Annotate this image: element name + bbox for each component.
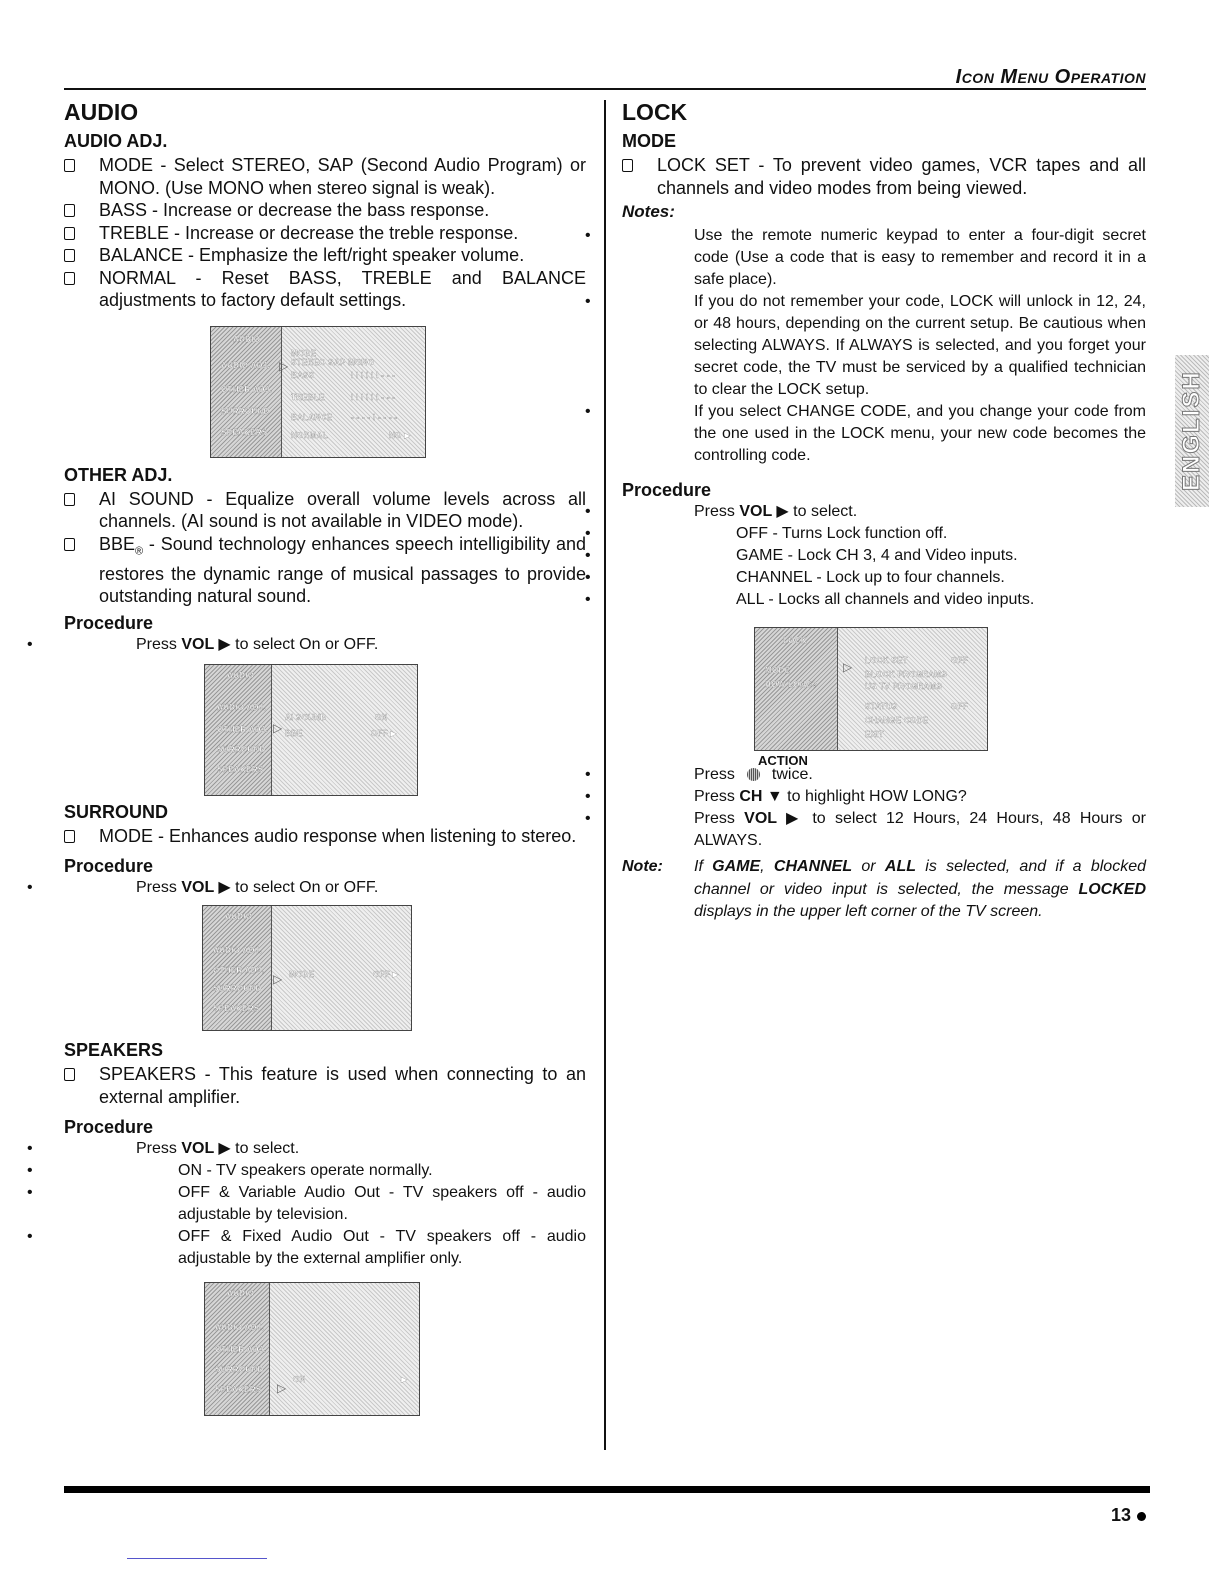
page-number: 13 [1111, 1505, 1146, 1526]
procedure-title: Procedure [64, 1117, 154, 1138]
speakers-title: SPEAKERS [64, 1040, 164, 1061]
procedure-title: Procedure [64, 612, 154, 633]
lock-mode-title: MODE [622, 131, 676, 151]
language-tab: ENGLISH [1175, 355, 1209, 507]
procedure-sub-item: • OFF - Turns Lock function off. [622, 523, 1146, 545]
checkbox-icon [64, 830, 75, 843]
list-item: MODE - Enhances audio response when listening to stereo. [64, 825, 586, 848]
procedure-sub-item: • OFF & Fixed Audio Out - TV speakers off - audio adjustable by the external amplifier only. [64, 1226, 586, 1270]
bullet-icon [1137, 1512, 1146, 1521]
checkbox-icon [64, 249, 75, 262]
checkbox-icon [64, 159, 75, 172]
other-adj-list [64, 488, 586, 608]
surround-menu-wrap [64, 905, 586, 1039]
note-item: • Use the remote numeric keypad to enter a four-digit secret code (Use a code that is easy to remember and record it in a safe place). [622, 225, 1146, 291]
list-item: AI SOUND - Equalize overall volume levels across all channels. (AI sound is not available in VIDEO mode). [64, 488, 586, 533]
audio-adj-list [64, 154, 586, 312]
checkbox-icon [64, 227, 75, 240]
lock-menu-wrap [622, 627, 1146, 761]
note-item: • If you do not remember your code, LOCK will unlock in 12, 24, or 48 hours, depending on the current setup. Be cautious when selecting ALWAYS. If ALWAYS is selected, and you forget your secret code, the TV must be serviced by a qualified technician to clear the LOCK setup. [622, 291, 1146, 401]
list-item: LOCK SET - To prevent video games, VCR tapes and all channels and video modes from being viewed. [622, 154, 1146, 199]
lock-mode-list [622, 154, 1146, 199]
speakers-menu-wrap [64, 1282, 586, 1422]
procedure-step: • Press VOL ▶ to select. [64, 1138, 586, 1160]
surround-list [64, 825, 586, 848]
footer-rule [64, 1486, 1150, 1493]
procedure-step: • Press CH ▼ to highlight HOW LONG? [622, 786, 1146, 808]
list-item: BASS - Increase or decrease the bass response. [64, 199, 586, 222]
list-item: SPEAKERS - This feature is used when connecting to an external amplifier. [64, 1063, 586, 1108]
list-item: NORMAL - Reset BASS, TREBLE and BALANCE adjustments to factory default settings. [64, 267, 586, 312]
checkbox-icon [64, 204, 75, 217]
list-item: MODE - Select STEREO, SAP (Second Audio Program) or MONO. (Use MONO when stereo signal is weak). [64, 154, 586, 199]
header-rule [64, 88, 1146, 90]
lock-note: Note: If GAME, CHANNEL or ALL is selected, and if a blocked channel or video input is selected, the message LOCKED displays in the upper left corner of the TV screen. [622, 858, 1147, 920]
audio-adj-title: AUDIO ADJ. [64, 131, 168, 151]
checkbox-icon [64, 538, 75, 551]
procedure-title: Procedure [622, 480, 712, 500]
procedure-sub-item: • ON - TV speakers operate normally. [64, 1160, 586, 1182]
other-adj-menu-wrap [64, 664, 586, 802]
procedure-sub-item: • GAME - Lock CH 3, 4 and Video inputs. [622, 545, 1146, 567]
lock-title: LOCK [622, 99, 688, 125]
surround-menu-image: AUDIO AUDIO ADJ. OTHER ADJ. SURROUND SPEAKERS ▷ MODE OFF ▶ [202, 905, 412, 1031]
procedure-step: • Press VOL ▶ to select. [622, 501, 1146, 523]
note-item: • If you select CHANGE CODE, and you change your code from the one used in the LOCK menu, your new code becomes the controlling code. [622, 401, 1146, 467]
header-title: Icon Menu Operation [955, 66, 1146, 88]
lock-column [622, 98, 1146, 924]
list-item: TREBLE - Increase or decrease the treble response. [64, 222, 586, 245]
other-adj-title: OTHER ADJ. [64, 464, 173, 485]
procedure-step: • Press twice. [622, 764, 1146, 786]
checkbox-icon [64, 272, 75, 285]
lock-menu-image: LOCK MODE HOW LONG? ▷ LOCK SET BLOCK PROGRAMS US TV PROGRAMS STATUS CHANGE CODE EXIT OFF OFF [754, 627, 988, 751]
audio-adj-menu-image: AUDIO AUDIO ADJ. OTHER ADJ. SURROUND SPEAKERS ▷ MODE STEREO SAP MONO BASS TREBLE BALANCE NORMAL I I I I I I - - - I I I I I I - - - - - - - I - - - - NO ▶ [210, 326, 426, 458]
speakers-menu-image: AUDIO AUDIO ADJ. OTHER ADJ. SURROUND SPEAKERS ▷ ON ▶ [204, 1282, 420, 1416]
footer-link-line [127, 1558, 267, 1559]
surround-title: SURROUND [64, 801, 169, 822]
procedure-title: Procedure [64, 856, 154, 877]
checkbox-icon [64, 493, 75, 506]
action-button-icon [747, 768, 760, 781]
audio-title: AUDIO [64, 99, 139, 125]
list-item: BALANCE - Emphasize the left/right speaker volume. [64, 244, 586, 267]
procedure-sub-item: • CHANNEL - Lock up to four channels. [622, 567, 1146, 589]
column-divider [604, 100, 606, 1450]
procedure-sub-item: • OFF & Variable Audio Out - TV speakers off - audio adjustable by television. [64, 1182, 586, 1226]
procedure-step: • Press VOL ▶ to select On or OFF. [64, 634, 586, 656]
procedure-step: • Press VOL ▶ to select On or OFF. [64, 877, 586, 899]
checkbox-icon [64, 1068, 75, 1081]
note-label: Note: [622, 858, 663, 875]
procedure-sub-item: • ALL - Locks all channels and video inputs. [622, 589, 1146, 611]
audio-adj-menu-wrap [64, 326, 586, 466]
checkbox-icon [622, 159, 633, 172]
other-adj-menu-image: AUDIO AUDIO ADJ. OTHER ADJ. SURROUND SPEAKERS ▷ AI SOUND BBE ON OFF ▶ [204, 664, 418, 796]
procedure-step: • Press VOL ▶ to select 12 Hours, 24 Hours, 48 Hours or ALWAYS. [622, 808, 1146, 852]
audio-column [64, 98, 586, 1422]
action-label: ACTION [758, 753, 808, 768]
notes-label: Notes: [622, 202, 675, 221]
list-item: $BBE_®$ - Sound technology enhances speech intelligibility and restores the dynamic range of musical passages to provide outstanding natural sound. [64, 533, 586, 608]
speakers-list [64, 1063, 586, 1108]
